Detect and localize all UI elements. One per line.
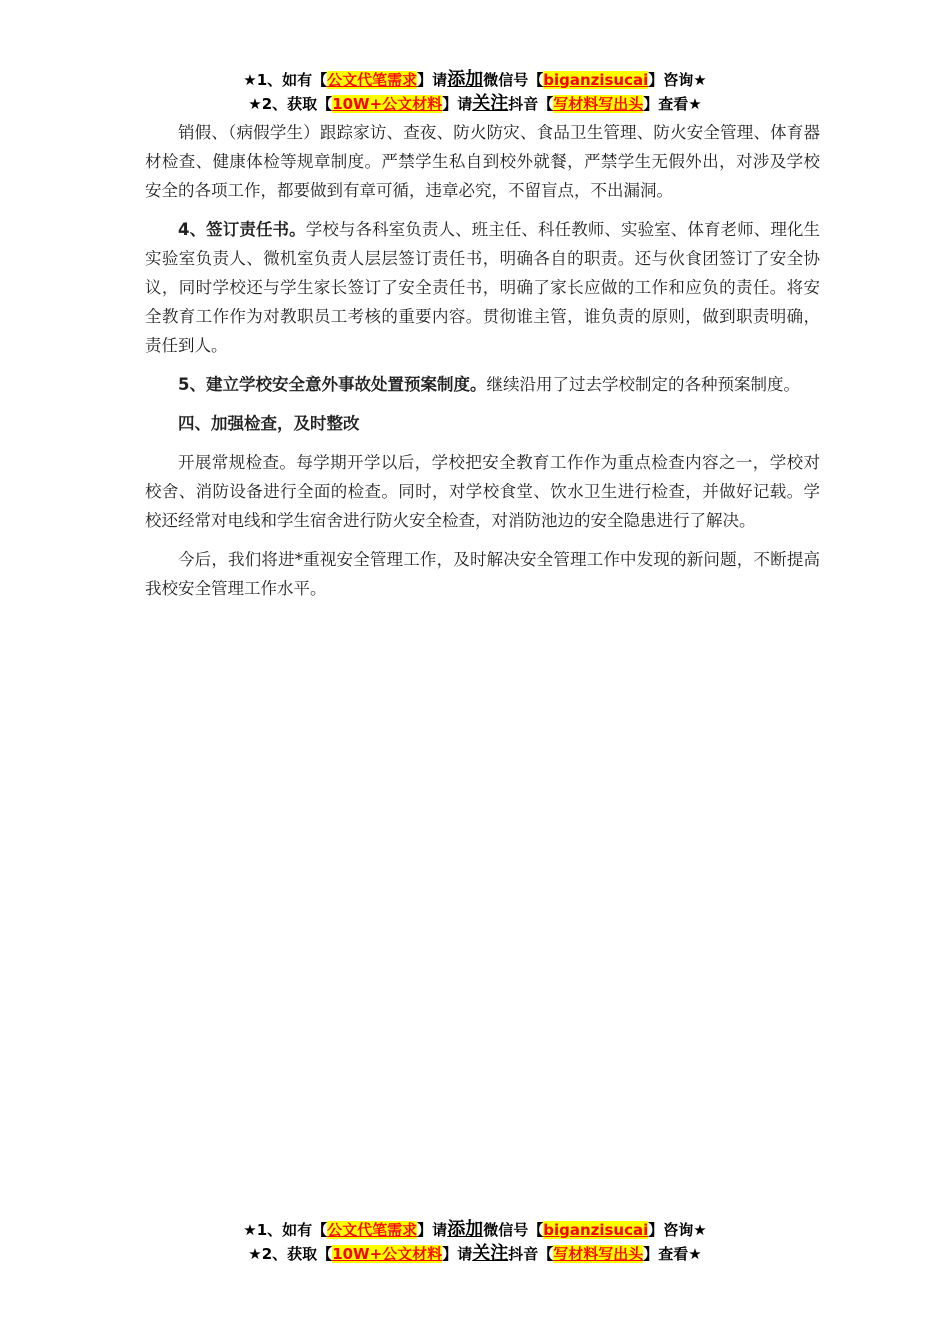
footer-banner: [0, 1218, 950, 1266]
banner-line-2: [0, 1242, 950, 1266]
banner-emphasis: 关注: [472, 93, 509, 114]
banner-text: 】咨询★: [648, 71, 707, 89]
banner-text: 】请: [442, 95, 473, 113]
banner-emphasis: 添加: [447, 1219, 484, 1240]
paragraph: 销假、（病假学生）跟踪家访、查夜、防火防灾、食品卫生管理、防火安全管理、体育器材检查、健康体检等规章制度。严禁学生私自到校外就餐，严禁学生无假外出，对涉及学校安全的各项工作，都要做到有章可循，违章必究，不留盲点，不出漏洞。: [145, 123, 820, 200]
banner-highlight: 10W+公文材料: [332, 95, 443, 113]
paragraph: 今后，我们将进*重视安全管理工作，及时解决安全管理工作中发现的新问题，不断提高我校安全管理工作水平。: [145, 550, 820, 598]
banner-highlight: 10W+公文材料: [332, 1245, 443, 1263]
banner-text: 】请: [442, 1245, 473, 1263]
banner-line-2: [0, 92, 950, 116]
banner-highlight: 公文代笔需求: [327, 1221, 418, 1239]
banner-line-1: [0, 68, 950, 92]
paragraph-lead: 5、建立学校安全意外事故处置预案制度。: [178, 375, 487, 394]
banner-line-1: [0, 1218, 950, 1242]
paragraph: [145, 370, 820, 399]
banner-text: 】请: [417, 1221, 448, 1239]
banner-douyin-id: 写材料写出头: [553, 95, 644, 113]
banner-text: 】查看★: [643, 1245, 702, 1263]
paragraph: [145, 215, 820, 360]
banner-text: 】请: [417, 71, 448, 89]
banner-text: 抖音【: [508, 1245, 554, 1263]
document-body: [145, 118, 820, 613]
banner-highlight: 公文代笔需求: [327, 71, 418, 89]
banner-text: 】咨询★: [648, 1221, 707, 1239]
banner-text: 微信号【: [483, 1221, 544, 1239]
banner-text: ★2、获取【: [248, 95, 333, 113]
banner-text: 微信号【: [483, 71, 544, 89]
paragraph: 开展常规检查。每学期开学以后，学校把安全教育工作作为重点检查内容之一，学校对校舍、消防设备进行全面的检查。同时，对学校食堂、饮水卫生进行检查，并做好记载。学校还经常对电线和学生宿舍进行防火安全检查，对消防池边的安全隐患进行了解决。: [145, 453, 820, 530]
paragraph-text: 继续沿用了过去学校制定的各种预案制度。: [486, 375, 800, 394]
banner-text: 抖音【: [508, 95, 554, 113]
banner-emphasis: 添加: [447, 69, 484, 90]
banner-text: 】查看★: [643, 95, 702, 113]
section-heading: 四、加强检查，及时整改: [178, 414, 360, 433]
banner-text: ★1、如有【: [243, 71, 328, 89]
paragraph-lead: 4、签订责任书。: [178, 220, 306, 239]
header-banner: [0, 68, 950, 116]
banner-text: ★1、如有【: [243, 1221, 328, 1239]
banner-wechat-id: biganzisucai: [543, 71, 649, 89]
banner-emphasis: 关注: [472, 1243, 509, 1264]
paragraph-text: 学校与各科室负责人、班主任、科任教师、实验室、体育老师、理化生实验室负责人、微机室负责人层层签订责任书，明确各自的职责。还与伙食团签订了安全协议，同时学校还与学生家长签订了安全责任书，明确了家长应做的工作和应负的责任。将安全教育工作作为对教职员工考核的重要内容。贯彻谁主管，谁负责的原则，做到职责明确，责任到人。: [145, 220, 821, 355]
banner-douyin-id: 写材料写出头: [553, 1245, 644, 1263]
banner-wechat-id: biganzisucai: [543, 1221, 649, 1239]
banner-text: ★2、获取【: [248, 1245, 333, 1263]
